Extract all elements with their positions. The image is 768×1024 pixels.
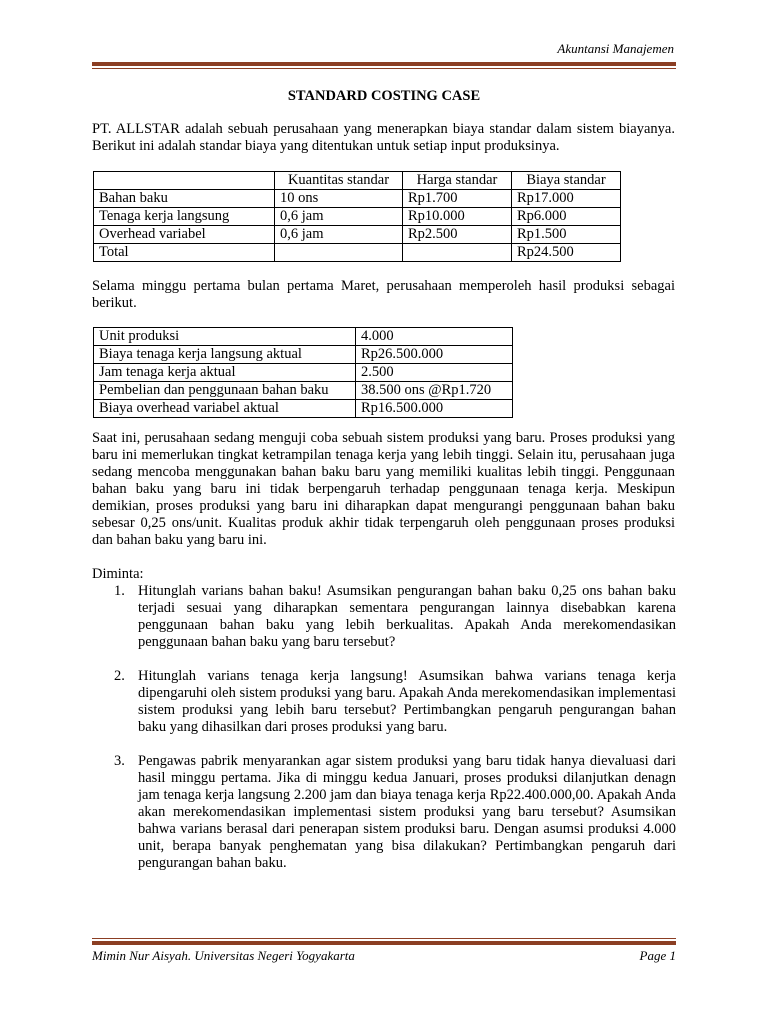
table-row (94, 208, 621, 226)
table-header-row (94, 172, 621, 190)
list-item (92, 753, 676, 872)
requirements-label: Diminta: (92, 566, 144, 582)
table-cell: Rp10.000 (403, 208, 512, 226)
table-cell: 4.000 (356, 328, 513, 346)
footer-rule (92, 941, 676, 945)
header-rule-thin (92, 68, 676, 69)
table-cell: 10 ons (275, 190, 403, 208)
actual-intro-paragraph: Selama minggu pertama bulan pertama Maret, perusahaan memperoleh hasil produksi sebagai berikut. (92, 278, 675, 311)
table-cell: Jam tenaga kerja aktual (94, 364, 356, 382)
scenario-paragraph: Saat ini, perusahaan sedang menguji coba sebuah sistem produksi yang baru. Proses produksi yang baru ini memerlukan tingkat ketrampilan tenaga kerja yang lebih tinggi. Selain itu, perusahaan juga sedang mencoba menggunakan bahan baku baru yang memiliki kualitas lebih tinggi. Penggunaan bahan baku yang baru ini tidak berpengaruh terhadap penggunaan tenaga kerja. Meskipun demikian, proses produksi yang baru ini diharapkan dapat mengurangi penggunaan bahan baku sebesar 0,25 ons/unit. Kualitas produk akhir tidak terpengaruh oleh penggunaan proses produksi dan bahan baku yang baru ini. (92, 430, 675, 548)
table-row (94, 190, 621, 208)
list-item (92, 583, 676, 651)
table-cell: Tenaga kerja langsung (94, 208, 275, 226)
table-cell: Rp16.500.000 (356, 400, 513, 418)
table-cell: Total (94, 244, 275, 262)
table-cell: Overhead variabel (94, 226, 275, 244)
table-cell: Rp17.000 (512, 190, 621, 208)
table-cell: Rp6.000 (512, 208, 621, 226)
table-cell: 0,6 jam (275, 208, 403, 226)
table-header-cell: Biaya standar (512, 172, 621, 190)
table-header-cell: Kuantitas standar (275, 172, 403, 190)
table-row (94, 364, 513, 382)
table-cell (275, 244, 403, 262)
table-header-cell: Harga standar (403, 172, 512, 190)
list-item-number: 3. (114, 753, 125, 769)
intro-paragraph: PT. ALLSTAR adalah sebuah perusahaan yang menerapkan biaya standar dalam sistem biayanya. Berikut ini adalah standar biaya yang ditentukan untuk setiap input produksinya. (92, 121, 675, 154)
table-cell: Biaya overhead variabel aktual (94, 400, 356, 418)
footer-rule-thin (92, 938, 676, 939)
table-cell: Bahan baku (94, 190, 275, 208)
table-row (94, 382, 513, 400)
document-title: STANDARD COSTING CASE (287, 88, 481, 104)
header-rule (92, 62, 676, 66)
table-cell: Rp26.500.000 (356, 346, 513, 364)
table-cell: Unit produksi (94, 328, 356, 346)
footer-page-number: Page 1 (639, 948, 676, 963)
list-item-text: Hitunglah varians tenaga kerja langsung! Asumsikan bahwa varians tenaga kerja dipengaruhi oleh sistem produksi yang baru. Apakah Anda merekomendasikan implementasi sistem produksi yang lebih baru tersebut? Pertimbangkan pengaruh pengurangan bahan baku yang dihasilkan dari proses produksi yang baru. (138, 668, 676, 735)
list-item-text: Pengawas pabrik menyarankan agar sistem produksi yang baru tidak hanya dievaluasi dari hasil minggu pertama. Jika di minggu kedua Januari, proses produksi dilanjutkan denagn jam tenaga kerja langsung 2.200 jam dan biaya tenaga kerja Rp22.400.000,00. Apakah Anda akan merekomendasikan implementasi sistem produksi yang baru tersebut? Asumsikan bahwa varians berasal dari penerapan sistem produksi baru. Dengan asumsi produksi 4.000 unit, berapa banyak penghematan yang bisa dilakukan? Pertimbangkan pengaruh dari pengurangan bahan baku. (138, 753, 676, 871)
actual-results-table (93, 327, 513, 418)
list-item-number: 1. (114, 583, 125, 599)
table-cell (94, 172, 275, 190)
list-item-text: Hitunglah varians bahan baku! Asumsikan pengurangan bahan baku 0,25 ons bahan baku terjadi sesuai yang diharapkan sementara pengurangan lainnya disebabkan karena penggunaan bahan baku yang lebih berkualitas. Apakah Anda merekomendasikan penggunaan bahan baku yang baru tersebut? (138, 583, 676, 650)
footer-author: Mimin Nur Aisyah. Universitas Negeri Yogyakarta (92, 948, 355, 963)
table-cell: 38.500 ons @Rp1.720 (356, 382, 513, 400)
table-cell: Pembelian dan penggunaan bahan baku (94, 382, 356, 400)
running-header: Akuntansi Manajemen (557, 41, 674, 56)
table-total-row (94, 244, 621, 262)
table-cell: Rp2.500 (403, 226, 512, 244)
table-cell: Rp1.500 (512, 226, 621, 244)
table-cell (403, 244, 512, 262)
table-cell: 0,6 jam (275, 226, 403, 244)
table-row (94, 226, 621, 244)
table-cell: Rp1.700 (403, 190, 512, 208)
standard-cost-table (93, 171, 621, 262)
list-item-number: 2. (114, 668, 125, 684)
requirements-list (92, 583, 676, 889)
table-cell: 2.500 (356, 364, 513, 382)
table-row (94, 400, 513, 418)
list-item (92, 668, 676, 736)
table-row (94, 346, 513, 364)
table-cell: Rp24.500 (512, 244, 621, 262)
table-row (94, 328, 513, 346)
table-cell: Biaya tenaga kerja langsung aktual (94, 346, 356, 364)
